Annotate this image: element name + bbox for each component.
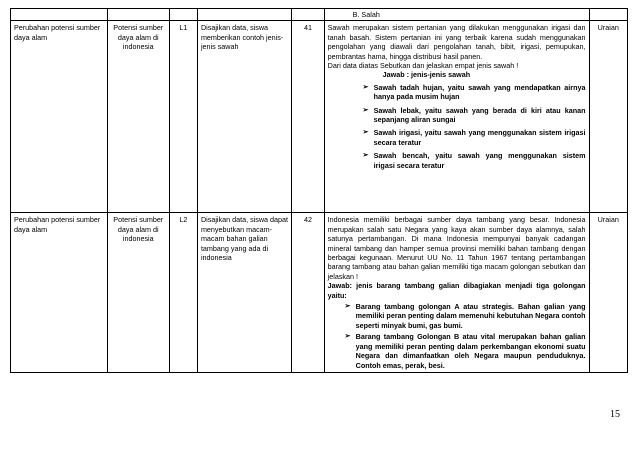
arrowhead-bullet-icon: ➢ [362,129,369,137]
answer-heading: Jawab : jenis-jenis sawah [382,70,471,80]
table-row [11,21,628,213]
answer-bullet: ➢ Barang tambang golongan A atau strategis. Bahan galian yang memiliki peran penting dalam memenuhi kebutuhan Negara contoh seperti minyak bumi, gas bumi. [344,302,586,330]
number-cell: 41 [292,21,324,213]
answer-bullet: ➢ Sawah irigasi, yaitu sawah yang menggunakan sistem irigasi secara teratur [362,128,586,147]
arrowhead-bullet-icon: ➢ [362,83,369,91]
arrowhead-bullet-icon: ➢ [362,152,369,160]
sub-materi-cell: Potensi sumber daya alam di indonesia [107,213,169,373]
arrowhead-bullet-icon: ➢ [362,106,369,114]
sub-materi-cell: Potensi sumber daya alam di indonesia [107,21,169,213]
number-cell: 42 [292,213,324,373]
indikator-cell: Disajikan data, siswa dapat menyebutkan macam-macam bahan galian tambang yang ada di indonesia [197,213,292,373]
table-row-top [11,9,628,21]
page-number: 15 [610,409,620,420]
level-cell: L1 [169,21,197,213]
question-paragraph: Indonesia memiliki berbagai sumber daya tambang yang besar. Indonesia merupakan salah satu Negara yang kaya akan sumber daya alamnya, salah satunya pertambangan. Di mana Indonesia mempunyai banyak cadangan mineral tambang dan hamper semua provinsi memiliki bahan tambang dengan berbagai kegunaan. Menurut UU No. 11 Tahun 1967 tentang pertambangan barang tambang atau bahan galian memiliki tiga macam golongan sebutkan dan jelaskan ! [327,215,586,281]
question-paragraph: Sawah merupakan sistem pertanian yang dilakukan menggunakan irigasi dan tanah basah. Sistem pertanian ini yang terbaik karena sudah menggunakan pengolahan yang diawali dari pengolahan tanah, bibit, irigasi, pemupukan, pembrantas hama, hingga distribusi hasil panen. [327,23,586,61]
level-cell: L2 [169,213,197,373]
question-prompt: Dari data diatas Sebutkan dan jelaskan empat jenis sawah ! [327,61,519,71]
answer-bullet: ➢ Sawah tadah hujan, yaitu sawah yang mendapatkan airnya hanya pada musim hujan [362,82,586,102]
answer-bullet: ➢ Barang tambang Golongan B atau vital merupakan bahan galian yang memiliki peran penting dalam perkembangan ekonomi suatu Negara dan dimanfaatkan oleh Negara maupun penduduknya. Contoh emas, perak, besi. [344,332,586,370]
bentuk-soal-cell: Uraian [589,213,628,373]
answer-bullet: ➢ Sawah bencah, yaitu sawah yang menggunakan sistem irigasi secara teratur [362,151,586,170]
option-b-text: B. Salah [352,10,380,19]
arrowhead-bullet-icon: ➢ [344,333,351,341]
answer-heading: Jawab: jenis barang tambang galian dibagiakan menjadi tiga golongan yaitu: [327,281,586,300]
materi-cell: Perubahan potensi sumber daya alam [11,21,108,213]
answer-bullet: ➢ Sawah lebak, yaitu sawah yang berada di kiri atau kanan sepanjang aliran sungai [362,105,586,125]
arrowhead-bullet-icon: ➢ [344,303,351,311]
table-row [11,213,628,373]
bentuk-soal-cell: Uraian [589,21,628,213]
question-table [10,8,628,373]
materi-cell: Perubahan potensi sumber daya alam [11,213,108,373]
question-cell [324,21,589,213]
indikator-cell: Disajikan data, siswa memberikan contoh jenis-jenis sawah [197,21,292,213]
question-cell [324,213,589,373]
